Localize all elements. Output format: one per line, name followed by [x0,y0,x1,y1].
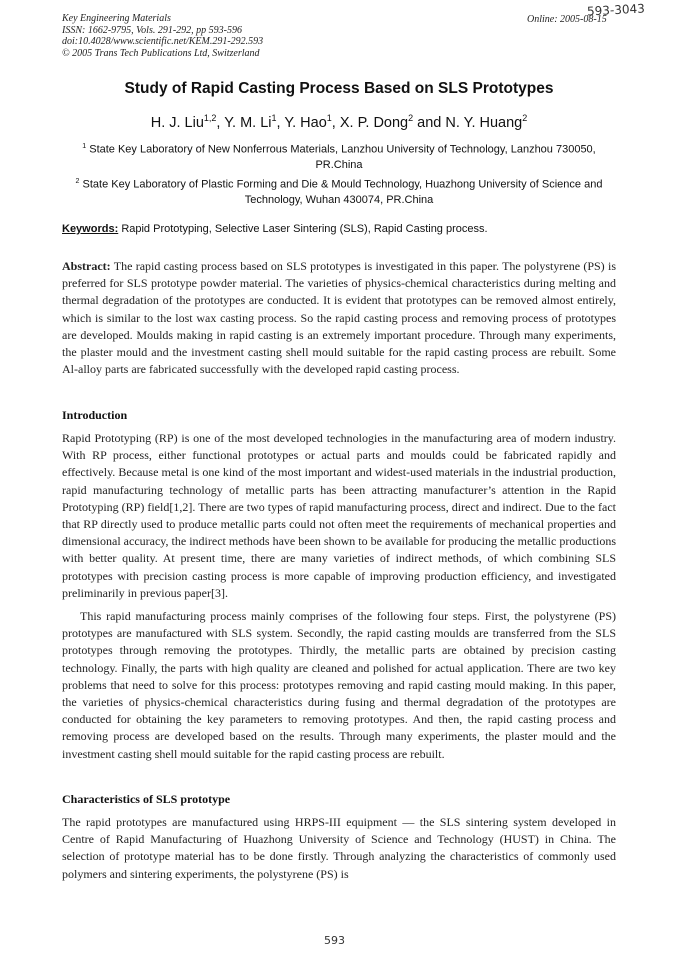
affiliation-1 [62,139,616,173]
author-separator: and [413,114,446,131]
journal-name: Key Engineering Materials [62,13,171,24]
journal-meta [62,13,263,59]
characteristics-paragraph: The rapid prototypes are manufactured using HRPS-III equipment — the SLS sintering system developed in Centre of Rapid Manufacturing of Huazhong University of Science and Technology (HUST) in China. The selection of prototype material has to be done firstly. Through analyzing the characteristics of commonly used polymers and sintering experiments, the polystyrene (PS) is [62,815,616,881]
journal-copyright: © 2005 Trans Tech Publications Ltd, Switzerland [62,47,260,59]
affiliation-2 [62,174,616,208]
journal-doi: doi:10.4028/www.scientific.net/KEM.291-292.593 [62,36,264,47]
keywords [62,223,622,235]
author-affiliation-mark: 1,2 [203,113,217,123]
keywords-label: Keywords: [62,223,119,235]
author-affiliation-mark: 2 [522,113,528,123]
author-name: N. Y. Huang [445,114,523,131]
affiliation-text: State Key Laboratory of Plastic Forming and Die & Mould Technology, Huazhong University of Science and Technology, Wuhan 430074, PR.China [82,178,603,206]
keywords-text: Rapid Prototyping, Selective Laser Sintering (SLS), Rapid Casting process. [121,223,488,235]
page-number: 593 [324,934,345,947]
author-separator: , [331,114,340,131]
section-heading-characteristics: Characteristics of SLS prototype [62,792,231,806]
journal-issn: ISSN: 1662-9795, Vols. 291-292, pp 593-596 [62,24,242,36]
online-date: Online: 2005-08-15 [527,14,607,25]
abstract [62,258,616,378]
section-heading-introduction: Introduction [62,408,128,422]
abstract-label: Abstract: [62,259,111,273]
affiliation-mark: 1 [82,143,87,150]
handwritten-reference: 593-3043 [586,1,646,19]
author-separator: , [216,114,225,131]
author-name: H. J. Liu [150,114,204,131]
author-affiliation-mark: 1 [326,113,332,123]
author-list [0,113,678,131]
author-separator: , [276,114,285,131]
author-name: Y. M. Li [224,114,272,131]
affiliation-mark: 2 [75,178,80,185]
affiliation-text: State Key Laboratory of New Nonferrous Materials, Lanzhou University of Technology, Lanzhou 730050, PR.China [89,143,596,171]
author-affiliation-mark: 2 [408,113,414,123]
paper-title: Study of Rapid Casting Process Based on SLS Prototypes [124,80,554,97]
author-name: Y. Hao [284,114,327,131]
abstract-text: The rapid casting process based on SLS prototypes is investigated in this paper. The polystyrene (PS) is preferred for SLS prototype powder material. The varieties of physics-chemical characteristics during melting and thermal degradation of the prototypes are conducted. It is evident that prototypes can be removed almost entirely, which is similar to the lost wax casting process. So the rapid casting process and removing process of prototypes are developed. Moulds making in rapid casting is an extremely important procedure. Through many experiments, the plaster mould and the investment casting shell mould suitable for the rapid casting process are rebuilt. Some Al-alloy parts are fabricated successfully with the developed rapid casting process. [62,259,616,377]
introduction-paragraph: This rapid manufacturing process mainly comprises of the following four steps. First, the polystyrene (PS) prototypes are manufactured with SLS system. Secondly, the rapid casting moulds are transferred from the SLS prototypes through removing the prototypes. Thirdly, the metallic parts are obtained by precision casting technology. Finally, the parts with high quality are cleaned and polished for actual application. There are two key problems that need to solve for this process: prototypes removing and rapid casting mould making. In this paper, the varieties of physics-chemical characteristics during fusing and thermal degradation of the prototypes are conducted for obtaining the key parameters to removing prototypes. And then, the rapid casting process and removing process are developed based on the results. Through many experiments, the plaster mould and the investment casting shell mould suitable for the rapid casting process are rebuilt. [62,609,616,761]
introduction-paragraph: Rapid Prototyping (RP) is one of the most developed technologies in the manufacturing area of modern industry. With RP process, either functional prototypes or actual parts and moulds could be fabricated rapidly and effectively. Because metal is one kind of the most important and widest-used materials in the industrial production, rapid manufacturing technology of metallic parts has been attracting manufacturer’s attention in the Rapid Prototyping (RP) field[1,2]. There are two types of rapid manufacturing process, direct and indirect. Due to the fact that RP directly used to produce metallic parts could not often meet the requirements of mechanical properties and dimensional accuracy, the indirect methods have been shown to be available for producing the metallic productions with better quality. At present time, there are many varieties of indirect methods, of which combining SLS prototypes with precision casting process is more capable of improving production efficiency, and investigated preliminarily in previous paper[3]. [62,431,616,600]
author-name: X. P. Dong [339,114,409,131]
author-affiliation-mark: 1 [271,113,277,123]
